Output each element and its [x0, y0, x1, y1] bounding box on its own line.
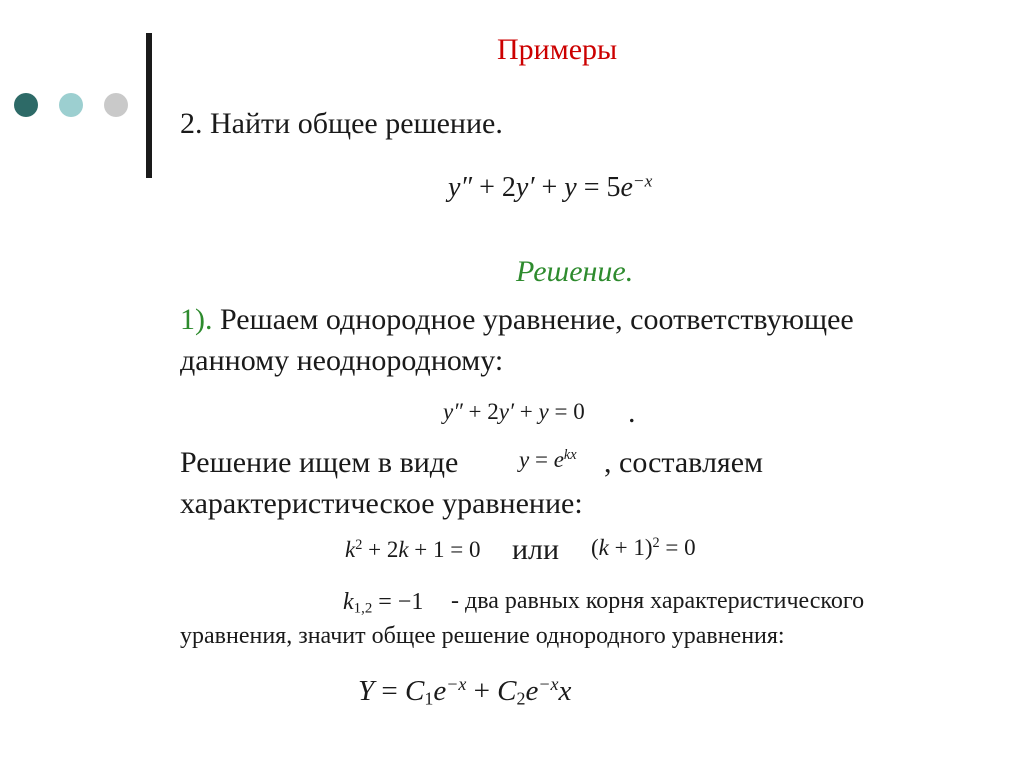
equation-homogeneous: y″ + 2y′ + y = 0	[443, 399, 585, 424]
decor-dot-dark	[14, 93, 38, 117]
equation-main: $y'' + 2y' + y = 5e^{-x}$	[448, 171, 653, 203]
or-text: или	[512, 533, 560, 566]
slide-title: Примеры	[497, 33, 618, 66]
char-eq-text: характеристическое уравнение:	[180, 487, 583, 520]
equation-ansatz: $y = e^{kx}$	[519, 447, 577, 472]
equation-general-solution: $Y = C_1e^{-x} + C_2e^{-x}x$	[358, 674, 572, 709]
step1-line	[180, 300, 854, 340]
equation-dot: .	[628, 396, 636, 429]
step1-line2: данному неоднородному:	[180, 344, 504, 377]
decor-dot-teal	[59, 93, 83, 117]
decor-vertical-bar	[146, 33, 152, 178]
task-text: 2. Найти общее решение.	[180, 107, 503, 140]
step1-text: Решаем однородное уравнение, соответствующее	[212, 303, 854, 336]
step1-number: 1).	[180, 303, 213, 336]
decor-dot-grey	[104, 93, 128, 117]
equation-roots: $k_{1,2} = -1$	[343, 589, 424, 617]
search-text: Решение ищем в виде	[180, 446, 459, 479]
search-text-continued: , составляем	[604, 446, 764, 479]
equation-characteristic-squared: $(k + 1)^2 = 0$	[591, 535, 696, 560]
solution-heading: Решение.	[516, 255, 634, 288]
roots-text: - два равных корня характеристического	[451, 588, 865, 614]
roots-text-line2: уравнения, значит общее решение однородного уравнения:	[180, 623, 785, 649]
equation-characteristic: $k^2 + 2k + 1 = 0$	[345, 537, 481, 562]
